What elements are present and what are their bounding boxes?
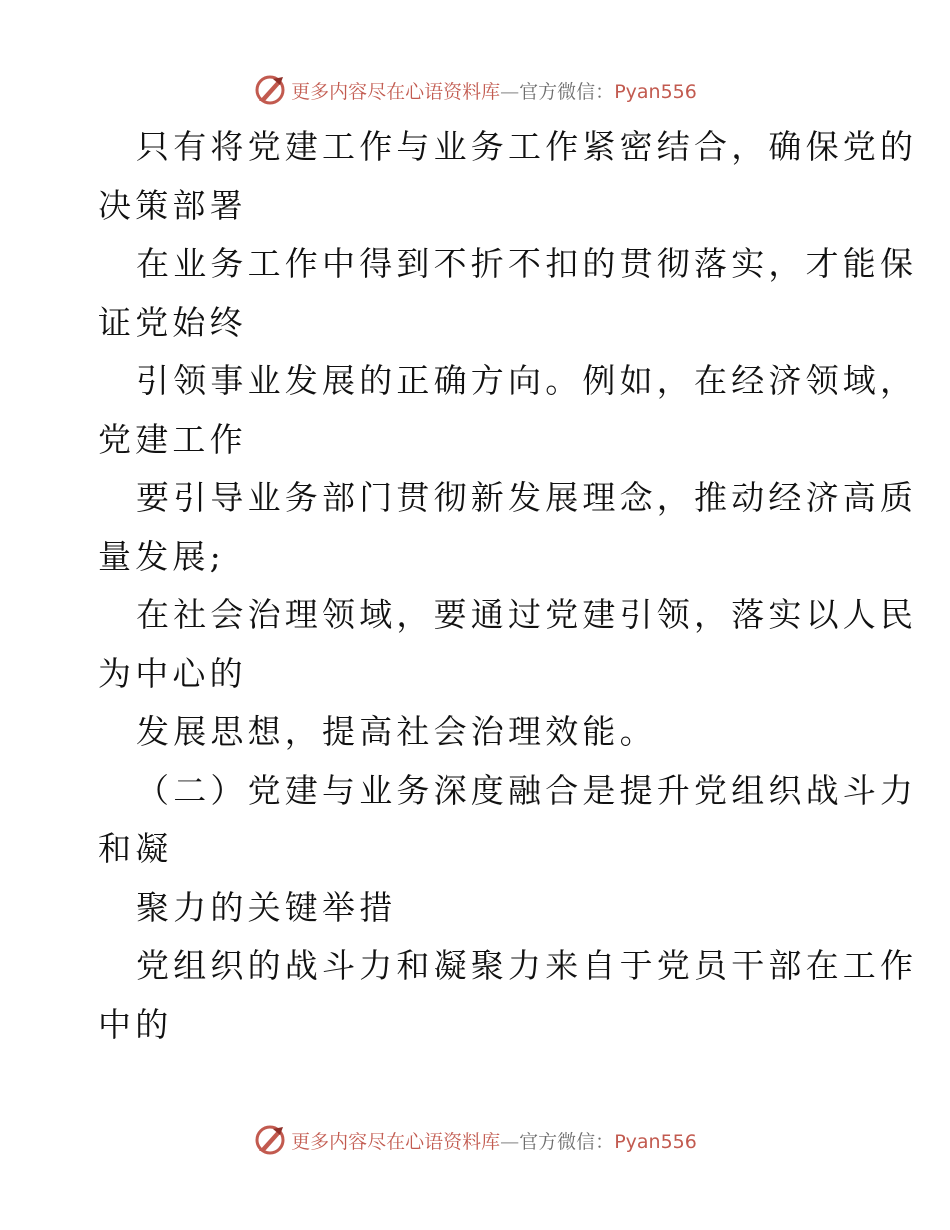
watermark-id: Pyan556 <box>614 1130 697 1153</box>
section-heading-line: （二）党建与业务深度融合是提升党组织战斗力 <box>136 770 918 810</box>
body-line: 只有将党建工作与业务工作紧密结合，确保党的 <box>136 127 918 166</box>
body-line: 量发展; <box>98 536 225 576</box>
watermark-label: 官方微信： <box>519 1130 615 1153</box>
body-line: 在社会治理领域，要通过党建引领，落实以人民 <box>136 595 918 634</box>
watermark-separator: — <box>500 1130 520 1153</box>
quill-logo-icon <box>253 73 287 107</box>
watermark-separator: — <box>500 80 520 103</box>
body-line: 决策部署 <box>98 185 247 225</box>
watermark-title: 更多内容尽在心语资料库 <box>291 80 501 103</box>
body-line: 党建工作 <box>98 419 247 459</box>
quill-logo-icon <box>253 1123 287 1157</box>
watermark-id: Pyan556 <box>614 80 697 103</box>
watermark-text <box>291 77 697 104</box>
section-heading-line: 和凝 <box>98 829 173 868</box>
watermark-label: 官方微信： <box>519 80 615 103</box>
header-watermark <box>0 70 950 110</box>
body-line: 为中心的 <box>98 653 247 693</box>
watermark-text <box>291 1127 697 1154</box>
body-line: 发展思想，提高社会治理效能。 <box>136 712 657 751</box>
body-line: 党组织的战斗力和凝聚力来自于党员干部在工作 <box>136 946 918 985</box>
footer-watermark <box>0 1120 950 1160</box>
document-body <box>98 118 918 1054</box>
watermark-title: 更多内容尽在心语资料库 <box>291 1130 501 1153</box>
section-heading-line: 聚力的关键举措 <box>136 887 397 927</box>
body-line: 引领事业发展的正确方向。例如，在经济领域， <box>136 361 918 400</box>
body-line: 证党始终 <box>98 302 247 342</box>
body-line: 在业务工作中得到不折不扣的贯彻落实，才能保 <box>136 244 918 283</box>
body-line: 中的 <box>98 1004 173 1044</box>
body-line: 要引导业务部门贯彻新发展理念，推动经济高质 <box>136 478 918 517</box>
